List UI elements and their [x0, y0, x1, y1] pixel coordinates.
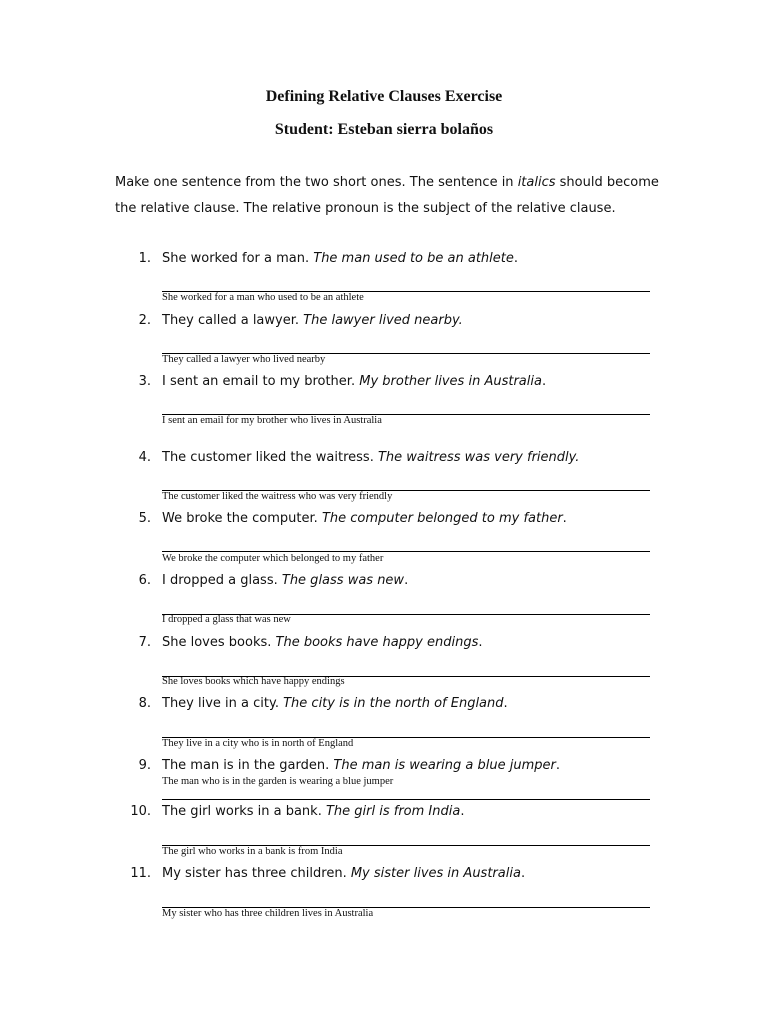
- sentence-end: .: [404, 573, 409, 588]
- answer-text: My sister who has three children lives in Australia: [162, 908, 374, 919]
- student-name: Student: Esteban sierra bolaños: [274, 121, 494, 138]
- item-number: 1.: [138, 251, 151, 266]
- item-number: 6.: [138, 573, 151, 588]
- item-number: 8.: [138, 696, 151, 711]
- sentence-end: .: [555, 758, 560, 773]
- relative-clause-italic: The glass was new: [281, 573, 405, 588]
- sentence-end: .: [562, 511, 567, 526]
- instructions-part2: should become the relative clause. The relative pronoun is the subject of the relative clause.: [115, 175, 659, 216]
- sentence-end: .: [460, 804, 465, 819]
- instructions-part1: Make one sentence from the two short ones. The sentence in: [115, 175, 518, 190]
- main-clause: They live in a city.: [162, 696, 279, 711]
- relative-clause-italic: The computer belonged to my father: [321, 511, 563, 526]
- item-number: 2.: [138, 313, 151, 328]
- item-sentence: [162, 758, 560, 773]
- item-sentence: [162, 374, 546, 389]
- answer-text: She worked for a man who used to be an athlete: [162, 292, 364, 303]
- main-clause: I dropped a glass.: [162, 573, 278, 588]
- relative-clause-italic: The man used to be an athlete: [313, 251, 514, 266]
- main-clause: She loves books.: [162, 635, 272, 650]
- item-sentence: [162, 450, 579, 465]
- relative-clause-italic: My sister lives in Australia: [350, 866, 521, 881]
- relative-clause-italic: The waitress was very friendly.: [377, 450, 580, 465]
- sentence-end: .: [478, 635, 483, 650]
- relative-clause-italic: The girl is from India: [325, 804, 461, 819]
- instructions-italic-word: italics: [517, 175, 556, 190]
- main-clause: The customer liked the waitress.: [162, 450, 374, 465]
- page-title: Defining Relative Clauses Exercise: [265, 88, 503, 105]
- answer-text: She loves books which have happy endings: [162, 676, 345, 687]
- answer-text: I sent an email for my brother who lives in Australia: [162, 415, 382, 426]
- instructions-text: [115, 170, 660, 222]
- answer-text: They called a lawyer who lived nearby: [162, 354, 326, 365]
- item-sentence: [162, 696, 508, 711]
- item-number: 4.: [138, 450, 151, 465]
- main-clause: She worked for a man.: [162, 251, 310, 266]
- item-sentence: [162, 573, 408, 588]
- item-sentence: [162, 511, 567, 526]
- item-sentence: [162, 866, 525, 881]
- main-clause: The man is in the garden.: [162, 758, 330, 773]
- item-sentence: [162, 251, 518, 266]
- relative-clause-italic: The books have happy endings: [275, 635, 479, 650]
- item-sentence: [162, 804, 464, 819]
- main-clause: I sent an email to my brother.: [162, 374, 356, 389]
- item-number: 3.: [138, 374, 151, 389]
- main-clause: The girl works in a bank.: [162, 804, 322, 819]
- item-number: 5.: [138, 511, 151, 526]
- answer-text: We broke the computer which belonged to my father: [162, 553, 384, 564]
- answer-line: [162, 799, 650, 800]
- answer-text: The girl who works in a bank is from India: [162, 846, 343, 857]
- main-clause: We broke the computer.: [162, 511, 318, 526]
- item-sentence: [162, 313, 463, 328]
- item-number: 11.: [130, 866, 151, 881]
- sentence-end: .: [541, 374, 547, 389]
- relative-clause-italic: My brother lives in Australia: [359, 374, 542, 389]
- item-number: 9.: [138, 758, 151, 773]
- item-number: 7.: [138, 635, 151, 650]
- sentence-end: .: [520, 866, 526, 881]
- answer-text: I dropped a glass that was new: [162, 614, 291, 625]
- answer-text: The customer liked the waitress who was very friendly: [162, 491, 393, 502]
- item-sentence: [162, 635, 483, 650]
- main-clause: They called a lawyer.: [162, 313, 300, 328]
- relative-clause-italic: The lawyer lived nearby.: [303, 313, 463, 328]
- answer-text: They live in a city who is in north of England: [162, 738, 354, 749]
- answer-text: The man who is in the garden is wearing a blue jumper: [162, 776, 394, 787]
- relative-clause-italic: The city is in the north of England: [283, 696, 504, 711]
- sentence-end: .: [513, 251, 519, 266]
- main-clause: My sister has three children.: [162, 866, 347, 881]
- sentence-end: .: [503, 696, 508, 711]
- relative-clause-italic: The man is wearing a blue jumper: [333, 758, 556, 773]
- item-number: 10.: [130, 804, 151, 819]
- answer-line: [162, 551, 650, 552]
